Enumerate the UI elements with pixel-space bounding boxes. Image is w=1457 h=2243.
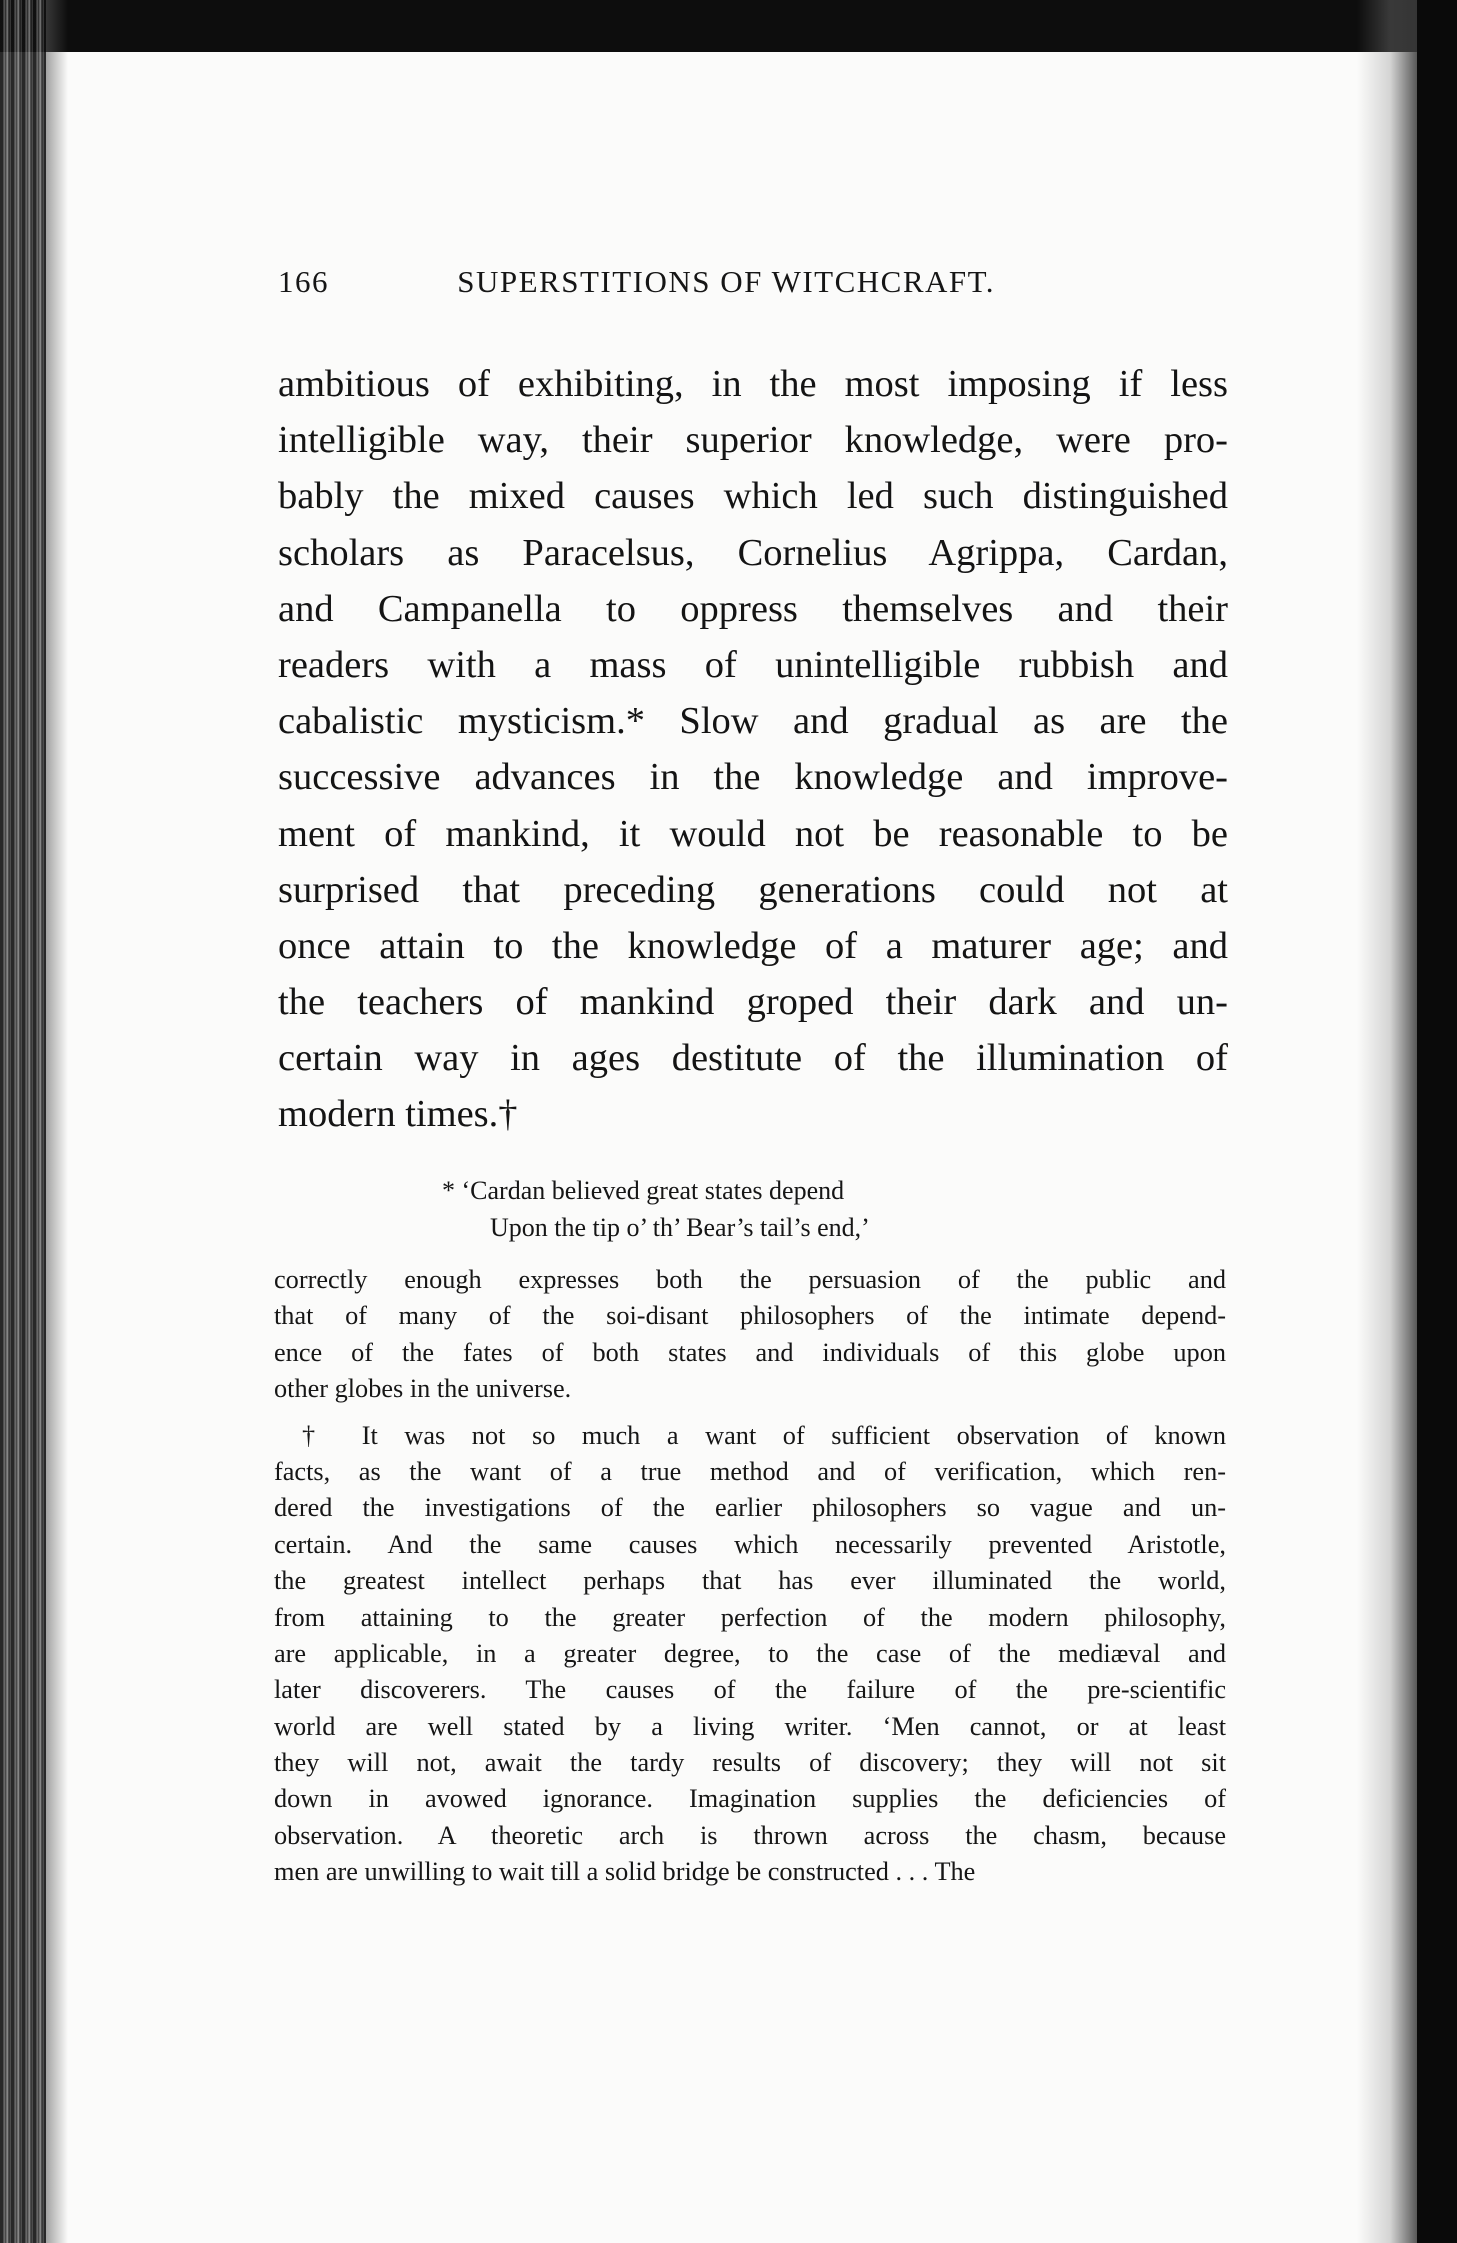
footnote-line: other globes in the universe. — [274, 1374, 572, 1404]
footnote-line: from attaining to the greater perfection of the modern philosophy, — [274, 1602, 1226, 1632]
verse-line: Upon the tip o’ th’ Bear’s tail’s end,’ — [490, 1213, 870, 1242]
body-line: intelligible way, their superior knowledge, were pro- — [278, 419, 1228, 462]
footnote-line: later discoverers. The causes of the failure of the pre-scientific — [274, 1675, 1226, 1705]
footnote-line: correctly enough expresses both the persuasion of the public and — [274, 1265, 1226, 1294]
footnote-line: certain. And the same causes which necessarily prevented Aristotle, — [274, 1529, 1226, 1559]
body-line: bably the mixed causes which led such distinguished — [278, 475, 1228, 518]
body-line: ment of mankind, it would not be reasonable to be — [278, 812, 1228, 855]
footnote-line: the greatest intellect perhaps that has ever illuminated the world, — [274, 1566, 1226, 1596]
body-text — [278, 356, 1228, 1143]
footnote-line: men are unwilling to wait till a solid bridge be constructed . . . The — [274, 1857, 976, 1887]
footnote-line: ence of the fates of both states and individuals of this globe upon — [274, 1337, 1226, 1367]
footnote-line: are applicable, in a greater degree, to the case of the mediæval and — [274, 1638, 1226, 1668]
body-line: surprised that preceding generations could not at — [278, 868, 1228, 911]
body-line: ambitious of exhibiting, in the most imposing if less — [278, 363, 1228, 405]
footnote-line: world are well stated by a living writer. ‘Men cannot, or at least — [274, 1711, 1226, 1741]
running-title: SUPERSTITIONS OF WITCHCRAFT. — [457, 264, 996, 299]
footnote-line: † It was not so much a want of sufficient observation of known — [302, 1420, 1226, 1450]
footnote-line: facts, as the want of a true method and of verification, which ren- — [274, 1456, 1226, 1486]
scan-border-top — [0, 0, 1457, 52]
body-line: scholars as Paracelsus, Cornelius Agrippa, Cardan, — [278, 531, 1228, 574]
footnote-line: down in avowed ignorance. Imagination supplies the deficiencies of — [274, 1784, 1226, 1814]
footnote-line: observation. A theoretic arch is thrown across the chasm, because — [274, 1820, 1226, 1850]
running-head — [278, 264, 1238, 300]
scan-shadow-left — [46, 0, 68, 2243]
footnotes — [274, 1262, 1226, 1891]
footnote-verse — [278, 1172, 1228, 1246]
body-line: the teachers of mankind groped their dark and un- — [278, 981, 1228, 1024]
footnote-line: they will not, await the tardy results of discovery; they will not sit — [274, 1748, 1226, 1778]
scan-shadow-right — [1357, 0, 1417, 2243]
verse-line: * ‘Cardan believed great states depend — [442, 1176, 845, 1205]
scan-border-right — [1417, 0, 1457, 2243]
page-number: 166 — [278, 264, 329, 299]
body-line: cabalistic mysticism.* Slow and gradual as are the — [278, 700, 1228, 743]
body-line: successive advances in the knowledge and improve- — [278, 756, 1228, 799]
scan-border-left — [0, 0, 46, 2243]
body-line: once attain to the knowledge of a maturer age; and — [278, 924, 1228, 967]
body-line: readers with a mass of unintelligible rubbish and — [278, 643, 1228, 686]
body-line: certain way in ages destitute of the illumination of — [278, 1037, 1228, 1080]
body-line: modern times.† — [278, 1093, 518, 1136]
footnote-line: dered the investigations of the earlier philosophers so vague and un- — [274, 1493, 1226, 1523]
footnote-line: that of many of the soi-disant philosophers of the intimate depend- — [274, 1301, 1226, 1331]
footnote-gap — [274, 1408, 1226, 1418]
body-line: and Campanella to oppress themselves and their — [278, 587, 1228, 630]
